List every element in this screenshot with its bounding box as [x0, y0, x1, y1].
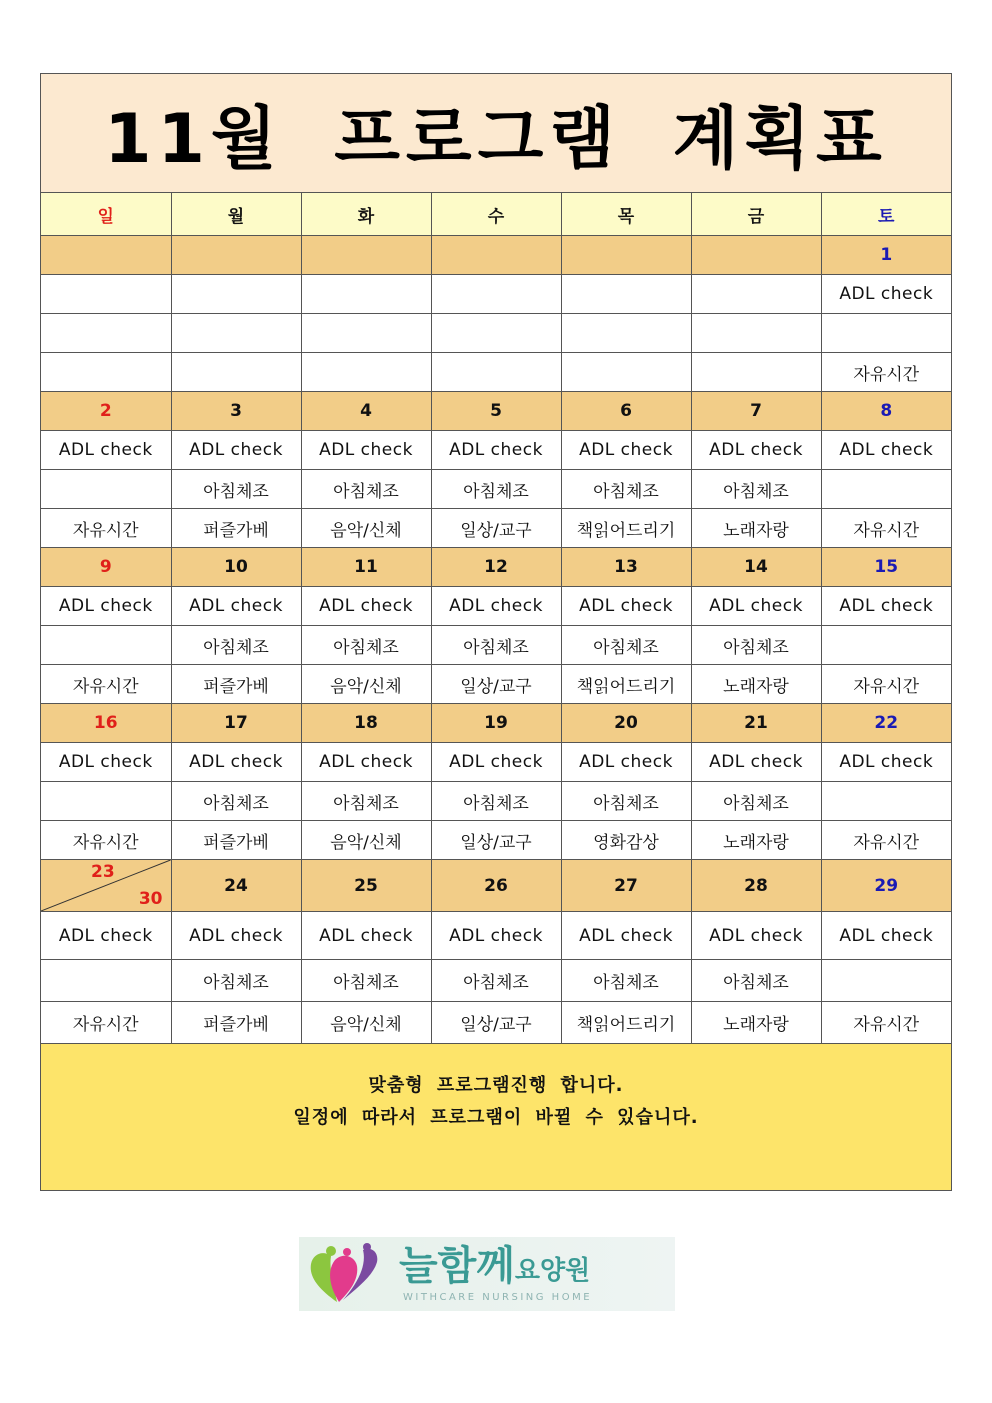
week5-program-row-3 — [41, 1002, 951, 1044]
date-cell: 17 — [171, 704, 301, 743]
program-cell: 자유시간 — [41, 509, 171, 548]
program-cell: 아침체조 — [301, 626, 431, 665]
date-cell: 26 — [431, 860, 561, 912]
week5-program-row-2 — [41, 960, 951, 1002]
date-cell: 24 — [171, 860, 301, 912]
weekday-sun: 일 — [41, 193, 171, 236]
program-cell: 책읽어드리기 — [561, 1002, 691, 1044]
date-cell: 7 — [691, 392, 821, 431]
program-cell: 퍼즐가베 — [171, 821, 301, 860]
program-cell — [41, 782, 171, 821]
date-cell: 28 — [691, 860, 821, 912]
program-cell: 아침체조 — [171, 626, 301, 665]
program-cell: 아침체조 — [301, 782, 431, 821]
calendar-table — [41, 193, 951, 1044]
week4-program-row-1 — [41, 743, 951, 782]
program-cell — [821, 960, 951, 1002]
date-cell — [431, 236, 561, 275]
schedule-sheet — [40, 73, 952, 1191]
program-cell: ADL check — [561, 431, 691, 470]
program-cell: 아침체조 — [431, 782, 561, 821]
week4-program-row-2 — [41, 782, 951, 821]
program-cell: ADL check — [691, 587, 821, 626]
split-date-cell — [41, 860, 171, 912]
program-cell: ADL check — [691, 912, 821, 960]
date-cell: 20 — [561, 704, 691, 743]
page-title: 11월 프로그램 계획표 — [104, 99, 888, 179]
program-cell: ADL check — [301, 743, 431, 782]
program-cell: 자유시간 — [821, 509, 951, 548]
program-cell — [41, 353, 171, 392]
program-cell: 아침체조 — [561, 960, 691, 1002]
week3-date-row — [41, 548, 951, 587]
program-cell: 아침체조 — [171, 960, 301, 1002]
program-cell: 아침체조 — [691, 470, 821, 509]
program-cell: 일상/교구 — [431, 509, 561, 548]
date-cell: 5 — [431, 392, 561, 431]
program-cell: 영화감상 — [561, 821, 691, 860]
program-cell: 음악/신체 — [301, 665, 431, 704]
week3-program-row-3 — [41, 665, 951, 704]
week1-date-row — [41, 236, 951, 275]
program-cell: 노래자랑 — [691, 509, 821, 548]
program-cell: 자유시간 — [821, 665, 951, 704]
program-cell: 아침체조 — [171, 470, 301, 509]
week5-date-row — [41, 860, 951, 912]
program-cell: 노래자랑 — [691, 821, 821, 860]
program-cell — [691, 353, 821, 392]
program-cell — [561, 353, 691, 392]
program-cell — [431, 314, 561, 353]
date-cell — [691, 236, 821, 275]
date-cell: 16 — [41, 704, 171, 743]
program-cell: 아침체조 — [691, 626, 821, 665]
program-cell: ADL check — [41, 743, 171, 782]
program-cell — [171, 314, 301, 353]
program-cell: 자유시간 — [821, 1002, 951, 1044]
date-cell: 8 — [821, 392, 951, 431]
program-cell — [41, 960, 171, 1002]
program-cell: 퍼즐가베 — [171, 1002, 301, 1044]
program-cell — [301, 275, 431, 314]
week2-program-row-2 — [41, 470, 951, 509]
program-cell — [431, 353, 561, 392]
week1-program-row-1 — [41, 275, 951, 314]
program-cell: 음악/신체 — [301, 1002, 431, 1044]
date-cell: 1 — [821, 236, 951, 275]
program-cell: ADL check — [171, 743, 301, 782]
date-cell: 14 — [691, 548, 821, 587]
week5-program-row-1 — [41, 912, 951, 960]
week3-program-row-2 — [41, 626, 951, 665]
date-cell: 27 — [561, 860, 691, 912]
date-cell — [171, 236, 301, 275]
date-cell — [41, 236, 171, 275]
weekday-mon: 월 — [171, 193, 301, 236]
week2-program-row-1 — [41, 431, 951, 470]
program-cell: 자유시간 — [821, 821, 951, 860]
weekday-thu: 목 — [561, 193, 691, 236]
program-cell: ADL check — [821, 275, 951, 314]
program-cell: ADL check — [431, 431, 561, 470]
program-cell — [41, 470, 171, 509]
logo-english: WITHCARE NURSING HOME — [403, 1292, 593, 1303]
program-cell: 아침체조 — [561, 782, 691, 821]
program-cell: 일상/교구 — [431, 821, 561, 860]
weekday-sat: 토 — [821, 193, 951, 236]
program-cell — [821, 782, 951, 821]
notice-line-2: 일정에 따라서 프로그램이 바뀔 수 있습니다. — [293, 1107, 699, 1128]
date-cell — [301, 236, 431, 275]
facility-logo — [299, 1237, 675, 1311]
program-cell: ADL check — [41, 912, 171, 960]
logo-suffix: 요양원 — [514, 1256, 591, 1286]
date-cell: 6 — [561, 392, 691, 431]
logo-korean — [399, 1245, 592, 1292]
date-cell: 15 — [821, 548, 951, 587]
date-cell: 9 — [41, 548, 171, 587]
program-cell — [561, 314, 691, 353]
program-cell — [821, 626, 951, 665]
program-cell — [171, 275, 301, 314]
program-cell: 음악/신체 — [301, 509, 431, 548]
weekday-wed: 수 — [431, 193, 561, 236]
program-cell: ADL check — [821, 912, 951, 960]
program-cell — [691, 275, 821, 314]
program-cell: ADL check — [821, 587, 951, 626]
program-cell — [821, 314, 951, 353]
logo-text — [399, 1245, 592, 1303]
date-cell: 11 — [301, 548, 431, 587]
date-cell: 21 — [691, 704, 821, 743]
program-cell: 아침체조 — [431, 626, 561, 665]
program-cell: 책읽어드리기 — [561, 509, 691, 548]
weekday-fri: 금 — [691, 193, 821, 236]
notice-box — [41, 1044, 951, 1190]
date-cell: 10 — [171, 548, 301, 587]
program-cell: 자유시간 — [821, 353, 951, 392]
program-cell: ADL check — [561, 743, 691, 782]
program-cell: 아침체조 — [691, 960, 821, 1002]
program-cell: ADL check — [821, 431, 951, 470]
week4-program-row-3 — [41, 821, 951, 860]
program-cell: ADL check — [171, 912, 301, 960]
program-cell — [431, 275, 561, 314]
program-cell: 책읽어드리기 — [561, 665, 691, 704]
program-cell: 노래자랑 — [691, 665, 821, 704]
program-cell: ADL check — [691, 431, 821, 470]
program-cell: 자유시간 — [41, 1002, 171, 1044]
program-cell: 퍼즐가베 — [171, 665, 301, 704]
program-cell: ADL check — [431, 587, 561, 626]
week2-date-row — [41, 392, 951, 431]
date-23: 23 — [91, 862, 115, 882]
date-cell: 12 — [431, 548, 561, 587]
family-heart-icon — [307, 1242, 393, 1306]
date-cell — [561, 236, 691, 275]
title-banner — [41, 74, 951, 193]
program-cell: 일상/교구 — [431, 1002, 561, 1044]
date-cell: 29 — [821, 860, 951, 912]
date-cell: 18 — [301, 704, 431, 743]
program-cell: 자유시간 — [41, 665, 171, 704]
program-cell: 퍼즐가베 — [171, 509, 301, 548]
program-cell: 아침체조 — [301, 470, 431, 509]
week1-program-row-2 — [41, 314, 951, 353]
weekday-tue: 화 — [301, 193, 431, 236]
program-cell — [561, 275, 691, 314]
week3-program-row-1 — [41, 587, 951, 626]
week2-program-row-3 — [41, 509, 951, 548]
date-cell: 25 — [301, 860, 431, 912]
program-cell: ADL check — [301, 912, 431, 960]
program-cell: ADL check — [821, 743, 951, 782]
logo-name: 늘함께 — [399, 1243, 515, 1289]
program-cell: 아침체조 — [431, 470, 561, 509]
program-cell — [41, 314, 171, 353]
program-cell: ADL check — [41, 431, 171, 470]
date-30: 30 — [138, 889, 163, 909]
program-cell: 아침체조 — [301, 960, 431, 1002]
week1-program-row-3 — [41, 353, 951, 392]
program-cell: ADL check — [171, 587, 301, 626]
program-cell: ADL check — [561, 587, 691, 626]
program-cell: 아침체조 — [561, 470, 691, 509]
program-cell — [301, 314, 431, 353]
program-cell — [41, 275, 171, 314]
date-cell: 13 — [561, 548, 691, 587]
program-cell: ADL check — [561, 912, 691, 960]
date-cell: 4 — [301, 392, 431, 431]
program-cell: ADL check — [171, 431, 301, 470]
date-cell: 22 — [821, 704, 951, 743]
week4-date-row — [41, 704, 951, 743]
program-cell — [301, 353, 431, 392]
date-cell: 3 — [171, 392, 301, 431]
program-cell: ADL check — [691, 743, 821, 782]
program-cell: ADL check — [41, 587, 171, 626]
program-cell — [821, 470, 951, 509]
program-cell — [171, 353, 301, 392]
notice-line-1: 맞춤형 프로그램진행 합니다. — [368, 1075, 624, 1096]
program-cell — [41, 626, 171, 665]
program-cell: ADL check — [431, 743, 561, 782]
program-cell — [691, 314, 821, 353]
program-cell: 노래자랑 — [691, 1002, 821, 1044]
date-cell: 19 — [431, 704, 561, 743]
program-cell: 일상/교구 — [431, 665, 561, 704]
program-cell: ADL check — [431, 912, 561, 960]
program-cell: 아침체조 — [171, 782, 301, 821]
program-cell: 음악/신체 — [301, 821, 431, 860]
date-cell: 2 — [41, 392, 171, 431]
program-cell: ADL check — [301, 587, 431, 626]
program-cell: 아침체조 — [561, 626, 691, 665]
program-cell: 아침체조 — [431, 960, 561, 1002]
weekday-header-row — [41, 193, 951, 236]
program-cell: 자유시간 — [41, 821, 171, 860]
program-cell: ADL check — [301, 431, 431, 470]
program-cell: 아침체조 — [691, 782, 821, 821]
